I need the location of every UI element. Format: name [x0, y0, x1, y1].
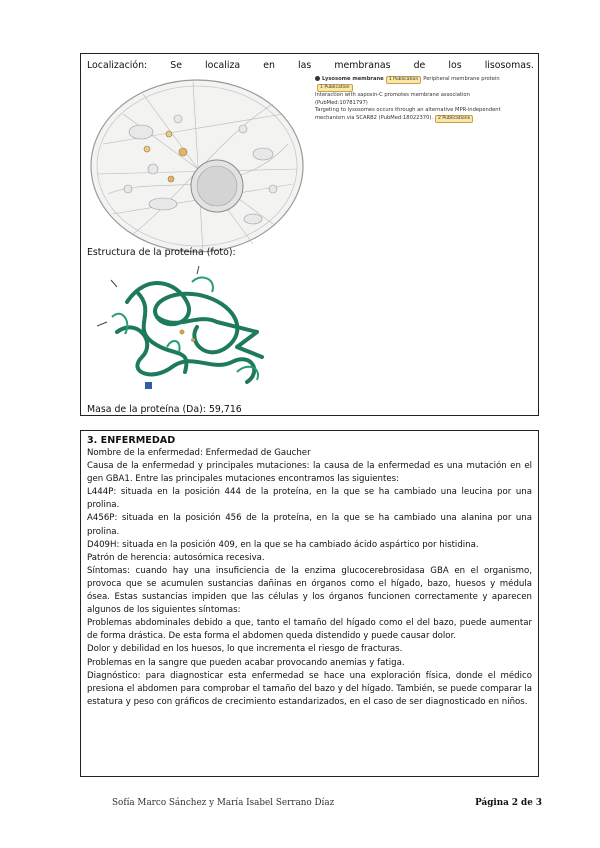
enfermedad-box — [80, 430, 539, 777]
paragraph: Síntomas: cuando hay una insuficiencia de la enzima glucocerebrosidasa GBA en el organismo, provoca que se acumulen sustancias dañinas en órganos como el hígado, bazo, huesos y médula ósea. Estas sustancias impiden que las células y los órganos funcionen correctamente y aparecen algunos de los siguientes síntomas: — [87, 565, 532, 616]
page-number: Página 2 de 3 — [475, 798, 542, 808]
loc-word: lisosomas. — [484, 60, 534, 71]
annotation-line[interactable]: (PubMed:10781797) — [315, 99, 368, 106]
protein-info-box — [80, 53, 539, 416]
paragraph: Dolor y debilidad en los huesos, lo que incrementa el riesgo de fracturas. — [87, 644, 403, 655]
loc-word: Localización: — [87, 60, 148, 71]
paragraph: A456P: situada en la posición 456 de la proteína, en la que se ha cambiado una alanina por una prolina. — [87, 513, 532, 537]
loc-word: las — [298, 60, 312, 71]
paragraph: Causa de la enfermedad y principales mutaciones: la causa de la enfermedad es una mutación en el gen GBA1. Entre las principales mutaciones encontramos las siguientes: — [87, 461, 532, 485]
loc-word: membranas — [334, 60, 391, 71]
loc-word: localiza — [205, 60, 241, 71]
section-heading: 3. ENFERMEDAD — [87, 435, 176, 446]
annotation-title[interactable]: Lysosome membrane — [322, 76, 384, 82]
estructura-label: Estructura de la proteína (foto): — [87, 247, 236, 258]
publication-tag[interactable]: 2 Publications — [435, 115, 473, 123]
annotation-subtitle: Peripheral membrane protein — [423, 76, 500, 82]
protein-structure-image — [97, 262, 277, 397]
paragraph: L444P: situada en la posición 444 de la proteína, en la que se ha cambiado una leucina por una prolina. — [87, 487, 532, 511]
localizacion-line — [87, 60, 534, 71]
paragraph: Problemas en la sangre que pueden acabar provocando anemias y fatiga. — [87, 657, 405, 668]
paragraph: Diagnóstico: para diagnosticar esta enfermedad se hace una exploración física, donde el médico presiona el abdomen para comprobar el tamaño del bazo y del hígado. También, se puede comparar la estatura y peso con gráficos de crecimiento estandarizados, en el caso de ser diagnosticado en niños. — [87, 670, 532, 707]
uniprot-annotation — [315, 76, 537, 123]
paragraph: Nombre de la enfermedad: Enfermedad de Gaucher — [87, 448, 311, 458]
paragraph: Patrón de herencia: autosómica recesiva. — [87, 552, 265, 563]
loc-word: los — [448, 60, 462, 71]
publication-tag[interactable]: 1 Publication — [386, 76, 422, 84]
paragraph: Problemas abdominales debido a que, tanto el tamaño del hígado como el del bazo, puede aumentar de forma drástica. De esta forma el abdomen queda distendido y puede causar dolor. — [87, 618, 532, 642]
loc-word: en — [263, 60, 275, 71]
paragraph: D409H: situada en la posición 409, en la que se ha cambiado ácido aspártico por histidina. — [87, 539, 479, 550]
annotation-line: mechanism via SCARB2 (PubMed:18022370). — [315, 114, 434, 121]
masa-label: Masa de la proteína (Da): 59,716 — [87, 404, 242, 415]
bullet-icon — [315, 76, 320, 81]
publication-tag[interactable]: 1 Publication — [317, 84, 353, 92]
loc-word: de — [413, 60, 426, 71]
loc-word: Se — [170, 60, 182, 71]
footer-authors: Sofía Marco Sánchez y María Isabel Serrano Díaz — [112, 798, 335, 808]
annotation-line: Interaction with saposin-C promotes membrane association — [315, 92, 470, 98]
annotation-line: Targeting to lysosomes occurs through an alternative MPR-independent — [315, 107, 501, 114]
